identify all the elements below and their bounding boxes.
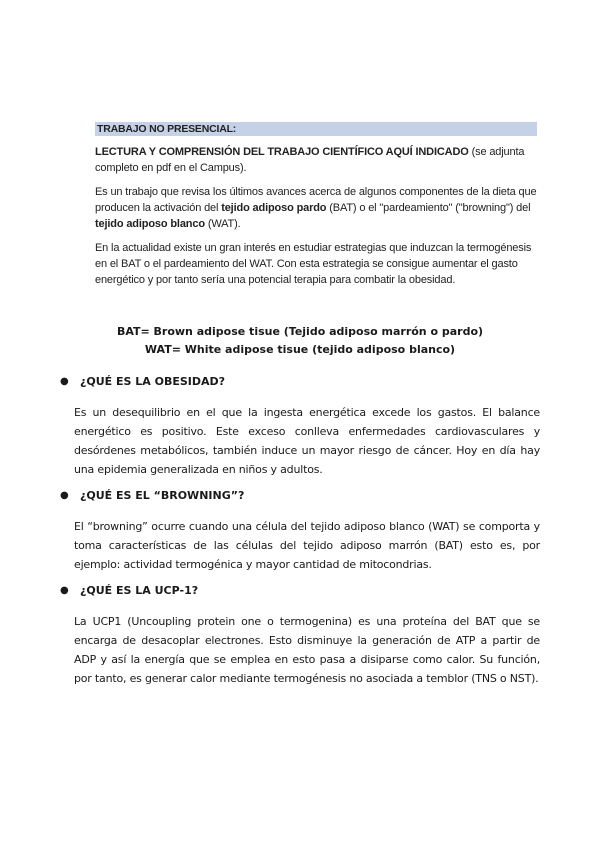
section-title-row [60, 488, 540, 504]
scanned-excerpt [95, 122, 537, 288]
scan-p2-d: (WAT). [204, 218, 241, 230]
abbr-wat: WAT= White adipose tisue (tejido adiposo blanco) [144, 343, 456, 356]
section-title: ¿QUÉ ES EL “BROWNING”? [80, 489, 245, 502]
scan-p1-bold: LECTURA Y COMPRENSIÓN DEL TRABAJO CIENTÍFICO AQUÍ INDICADO [95, 146, 469, 158]
scan-p2-b1: tejido adiposo pardo [221, 202, 327, 214]
section-browning [60, 488, 540, 574]
scan-paragraph-1 [95, 144, 537, 176]
scan-p2-c: (BAT) o el "pardeamiento" ("browning") del [326, 202, 531, 214]
bullet-icon: ● [60, 490, 69, 501]
scan-paragraph-2 [95, 184, 537, 232]
section-text: La UCP1 (Uncoupling protein one o termogenina) es una proteína del BAT que se encarga de desacoplar electrones. Esto disminuye la generación de ATP a partir de ADP y así la energía que se emplea en esto pasa a disiparse como calor. Su función, por tanto, es generar calor mediante termogénesis no asociada a temblor (TNS o NST). [74, 615, 540, 685]
section-ucp1 [60, 583, 540, 688]
abbr-bat: BAT= Brown adipose tisue (Tejido adiposo marrón o pardo) [116, 325, 484, 338]
section-title-row [60, 583, 540, 599]
section-obesity [60, 374, 540, 479]
bullet-icon: ● [60, 376, 69, 387]
section-title: ¿QUÉ ES LA OBESIDAD? [80, 375, 226, 388]
scan-header: TRABAJO NO PRESENCIAL: [95, 122, 537, 136]
section-title-row [60, 374, 540, 390]
scan-p2-a: Es un trabajo que revisa los últimos avances acerca de algunos componentes de la dieta que producen la activación del [95, 186, 537, 214]
scan-p2-b2: tejido adiposo blanco [95, 218, 205, 230]
abbreviations [0, 323, 600, 359]
section-text: El “browning” ocurre cuando una célula del tejido adiposo blanco (WAT) se comporta y toma características de las células del tejido adiposo marrón (BAT) esto es, por ejemplo: actividad termogénica y mayor cantidad de mitocondrias. [74, 520, 540, 571]
scan-p1-rest: (se adjunta completo en pdf en el Campus). [95, 146, 525, 174]
section-text: Es un desequilibrio en el que la ingesta energética excede los gastos. El balance energético es positivo. Este exceso conlleva enfermedades cardiovasculares y desórdenes metabólicos, también induce un mayor riesgo de cáncer. Hoy en día hay una epidemia generalizada en niños y adultos. [74, 406, 540, 476]
scan-paragraph-3: En la actualidad existe un gran interés en estudiar estrategias que induzcan la termogénesis en el BAT o el pardeamiento del WAT. Con esta estrategia se consigue aumentar el gasto energético y por tanto sería una potencial terapia para combatir la obesidad. [95, 242, 532, 286]
section-title: ¿QUÉ ES LA UCP-1? [80, 584, 199, 597]
bullet-icon: ● [60, 585, 69, 596]
